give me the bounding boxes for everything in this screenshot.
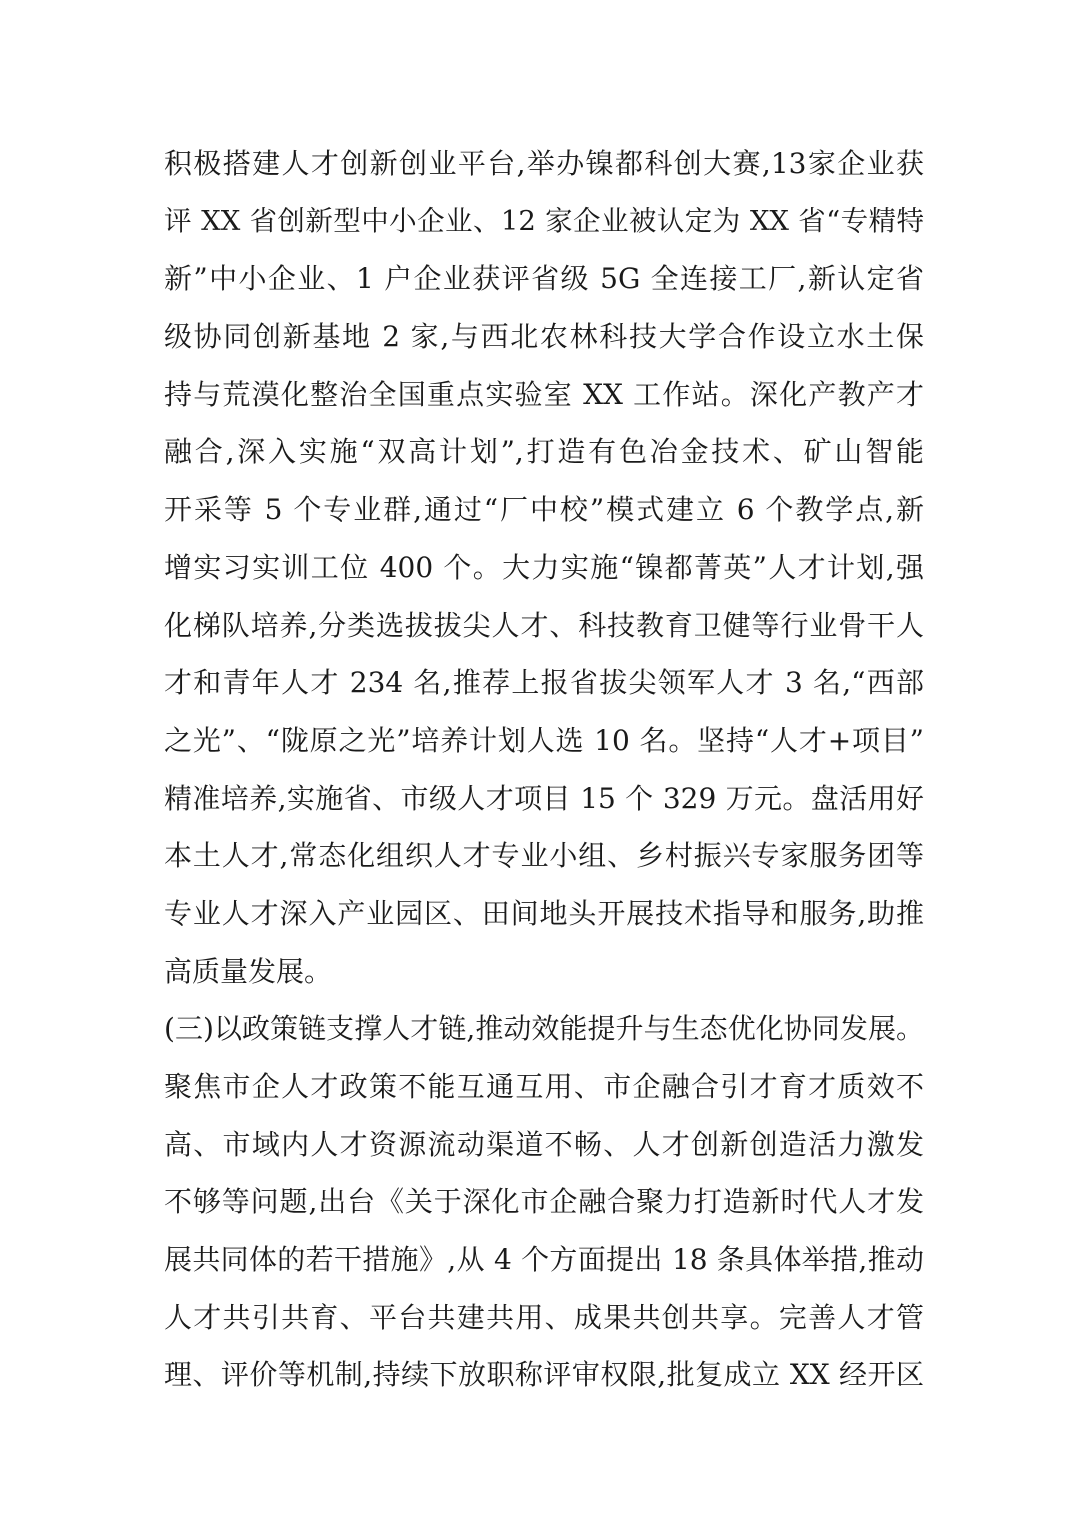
text-line: 不够等问题,出台《关于深化市企融合聚力打造新时代人才发 [164, 1185, 924, 1219]
text-line: 增实习实训工位 400 个。大力实施“镍都菁英”人才计划,强 [164, 550, 924, 584]
text-line: 聚焦市企人才政策不能互通互用、市企融合引才育才质效不 [164, 1070, 924, 1103]
body-text [164, 135, 924, 1404]
text-line: 之光”、“陇原之光”培养计划人选 10 名。坚持“人才+项目” [164, 723, 924, 757]
text-line: 本土人才,常态化组织人才专业小组、乡村振兴专家服务团等 [164, 839, 924, 873]
text-line: 专业人才深入产业园区、田间地头开展技术指导和服务,助推 [164, 896, 924, 930]
text-line: 展共同体的若干措施》,从 4 个方面提出 18 条具体举措,推动 [164, 1243, 924, 1277]
text-line: 持与荒漠化整治全国重点实验室 XX 工作站。深化产教产才 [164, 377, 924, 411]
text-line: 评 XX 省创新型中小企业、12 家企业被认定为 XX 省“专精特 [164, 204, 924, 237]
text-line: 才和青年人才 234 名,推荐上报省拔尖领军人才 3 名,“西部 [164, 666, 924, 700]
text-line: 积极搭建人才创新创业平台,举办镍都科创大赛,13家企业获 [164, 147, 924, 180]
text-line: 级协同创新基地 2 家,与西北农林科技大学合作设立水土保 [164, 320, 924, 354]
text-line: 新”中小企业、1 户企业获评省级 5G 全连接工厂,新认定省 [164, 262, 924, 296]
section-heading: (三)以政策链支撑人才链,推动效能提升与生态优化协同发展。 [164, 1012, 924, 1046]
text-line: 人才共引共育、平台共建共用、成果共创共享。完善人才管 [164, 1300, 924, 1334]
text-line: 高、市域内人才资源流动渠道不畅、人才创新创造活力激发 [164, 1127, 924, 1161]
text-line: 高质量发展。 [164, 954, 333, 988]
text-line: 化梯队培养,分类选拔拔尖人才、科技教育卫健等行业骨干人 [164, 608, 924, 642]
text-line: 开采等 5 个专业群,通过“厂中校”模式建立 6 个教学点,新 [164, 493, 924, 527]
text-line: 融合,深入实施“双高计划”,打造有色冶金技术、矿山智能 [164, 435, 924, 469]
text-line: 理、评价等机制,持续下放职称评审权限,批复成立 XX 经开区 [164, 1358, 924, 1392]
text-line: 精准培养,实施省、市级人才项目 15 个 329 万元。盘活用好 [164, 781, 924, 815]
